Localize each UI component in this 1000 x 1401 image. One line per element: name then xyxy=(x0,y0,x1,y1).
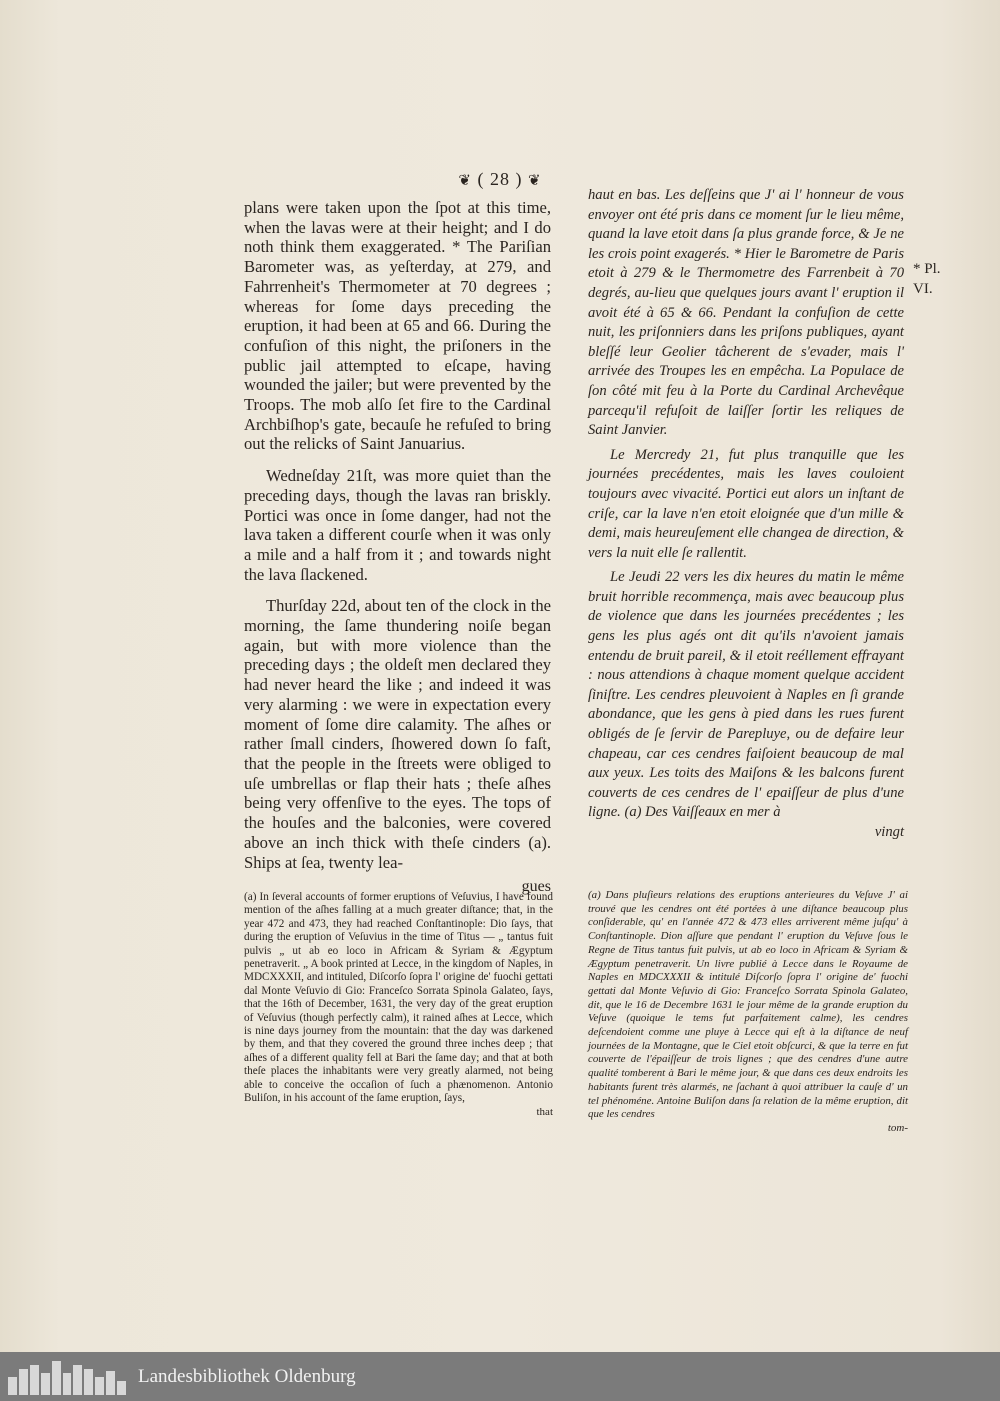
english-footnote-text: (a) In ſeveral accounts of former eruptions of Veſuvius, I have found mention of the aſhes falling at a much greater diſtance; that, in the year 472 and 473, they had reached Conſtantinople: Dio ſays, that during the eruption of Veſuvius in the time of Titus — „ tantus fuit pulvis „ ut ab eo loco in Africam & Syriam & Ægyptum penetraverit. „ A book printed at Lecce, in the kingdom of Naples, in MDCXXXII, and intituled, Diſcorſo ſopra l' origine de' fuochi gettati dal Monte Veſuvio di Gio: Franceſco Sorrata Spinola Galateo, ſays, that the 16th of December, 1631, the very day of the great eruption of Veſuvius (though perfectly calm), it rained aſhes at Lecce, which is nine days journey from the mountain: that the day was darkened by them, and that they covered the ground three inches deep ; that aſhes of a different quality fell at Bari the ſame day; and that at both theſe places the inhabitants were very greatly alarmed, not being able to conceive the occaſion of ſuch a phænomenon. Antonio Buliſon, in his account of the ſame eruption, ſays, xyxy=(244,891,553,1105)
english-footnote-catchword: that xyxy=(536,1105,553,1118)
french-catchword: vingt xyxy=(874,824,904,840)
library-banner xyxy=(0,1352,1000,1401)
page-number-text: ( 28 ) xyxy=(477,169,523,189)
ornament-left-icon: ❦ xyxy=(458,173,472,189)
english-paragraph-2: Wedneſday 21ſt, was more quiet than the preceding days, though the lavas ran briskly. Portici was once in ſome danger, had not the lava taken a different courſe when it was only a mile and a half from it ; and towards night the lava ſlackened. xyxy=(244,466,551,584)
english-paragraph-3: Thurſday 22d, about ten of the clock in the morning, the ſame thundering noiſe began again, but with more violence than the preceding days ; the oldeſt men declared they had never heard the like ; and indeed it was very alarming : we were in expectation every moment of ſome dire calamity. The aſhes or rather ſmall cinders, ſhowered down ſo faſt, that the people in the ſtreets were obliged to uſe umbrellas or flap their hats ; theſe aſhes being very offenſive to the eyes. The tops of the houſes and the balconies, were covered above an inch thick with theſe cinders (a). Ships at ſea, twenty lea- xyxy=(244,596,551,872)
french-paragraph-1: haut en bas. Les deſſeins que J' ai l' honneur de vous envoyer ont été pris dans ce moment ſur le lieu même, quand la lave etoit dans ſa plus grande force, & Je ne les crois point exagerés. * Hier le Barometre de Paris etoit à 279 & le Thermometre des Farrenbeit à 70 degrés, au-lieu que quelques jours avant l' eruption il avoit été à 65 & 66. Pendant la confuſion de cette nuit, les priſonniers dans les priſons publiques, ayant bleſſé leur Geolier tâcherent de s'evader, mais l' arrivée des Troupes les en empêcha. La Populace de ſon côté mit feu à la Porte du Cardinal Archevêque parcequ'il refuſoit de laiſſer ſortir les reliques de Saint Janvier. xyxy=(588,187,904,439)
plate-marker: * Pl. xyxy=(913,261,941,277)
french-column xyxy=(588,186,904,841)
ornament-right-icon: ❦ xyxy=(528,173,542,189)
english-catchword: gues xyxy=(521,878,551,896)
english-footnote xyxy=(244,891,553,1119)
french-footnote-text: (a) Dans pluſieurs relations des eruptions anterieures du Veſuve J' ai trouvé que les cendres ont été portées à une diſtance beaucoup plus conſiderable, qu' en l'année 472 & 473 elles arriverent même juſqu' à Conſtantinople. Dion aſſure que pendant l' eruption du Veſuve ſous le Regne de Titus tantus fuit pulvis, ut ab eo loco in Africam & Syriam & Ægyptum penetraverit. Un livre publié à Lecce dans le Royaume de Naples en MDCXXXII & intitulé Diſcorſo ſopra l' origine de' fuochi gettati dal Monte Veſuvio di Gio: Franceſco Sorrata Spinola Galateo, dit, que le 16 de Decembre 1631 le jour même de la grande eruption du Veſuve (quoique le tems fut parfaitement calme), les cendres deſcendoient comme une pluye à Lecce qui eſt à la diſtance de neuf journées de la Montagne, que le Ciel etoit obſcurci, & que la terre en fut couverte de l'épaiſſeur de trois lignes ; que des cendres d'une autre qualité tomberent à Bari le même jour, & que dans ces deux endroits les habitants furent très alarmés, ne ſachant à quoi attribuer la cauſe d' un tel phénoméne. Antoine Buliſon dans ſa relation de la même eruption, dit que les cendres xyxy=(588,889,908,1121)
page-number xyxy=(440,169,560,190)
french-footnote-catchword: tom- xyxy=(887,1121,908,1134)
plate-number: VI. xyxy=(913,281,933,297)
english-paragraph-1: plans were taken upon the ſpot at this time, when the lavas were at their height; and I do noth think them exaggerated. * The Pariſian Barometer was, as yeſterday, at 279, and Fahrrenheit's Thermometer at 70 degrees ; whereas for ſome days preceding the eruption, it had been at 65 and 66. During the confuſion of this night, the priſoners in the public jail attempted to eſcape, having wounded the jailer; but were prevented by the Troops. The mob alſo ſet fire to the Cardinal Archbiſhop's gate, becauſe he refuſed to bring out the relicks of Saint Januarius. xyxy=(244,198,551,454)
english-column xyxy=(244,198,551,896)
french-paragraph-2: Le Mercredy 21, fut plus tranquille que les journées precédentes, mais les laves couloient toujours avec vivacité. Portici eut alors un inſtant de criſe, car la lave n'en etoit eloignée que d'un mille & demi, mais heureuſement elle changea de direction, & vers la nuit elle ſe rallentit. xyxy=(588,446,904,561)
plate-reference xyxy=(913,259,953,299)
french-paragraph-3: Le Jeudi 22 vers les dix heures du matin le même bruit horrible recommença, mais avec beaucoup plus de violence que dans les journées precédentes ; les gens les plus agés ont dit qu'ils n'avoient jamais entendu de bruit pareil, & il etoit reéllement effrayant : nous attendions à chaque moment quelque accident ſiniſtre. Les cendres pleuvoient à Naples en ſi grande abondance, que les gens à pied dans les rues furent obligés de ſe ſervir de Parepluye, ou de defaire leur chapeau, car ces cendres faiſoient beaucoup de mal aux yeux. Les toits des Maiſons & les balcons furent couverts de ces cendres de l' epaiſſeur de plus d'une ligne. (a) Des Vaiſſeaux en mer à xyxy=(588,569,904,821)
french-footnote xyxy=(588,889,908,1136)
library-building-icon xyxy=(8,1359,126,1395)
library-name: Landesbibliothek Oldenburg xyxy=(138,1365,356,1387)
